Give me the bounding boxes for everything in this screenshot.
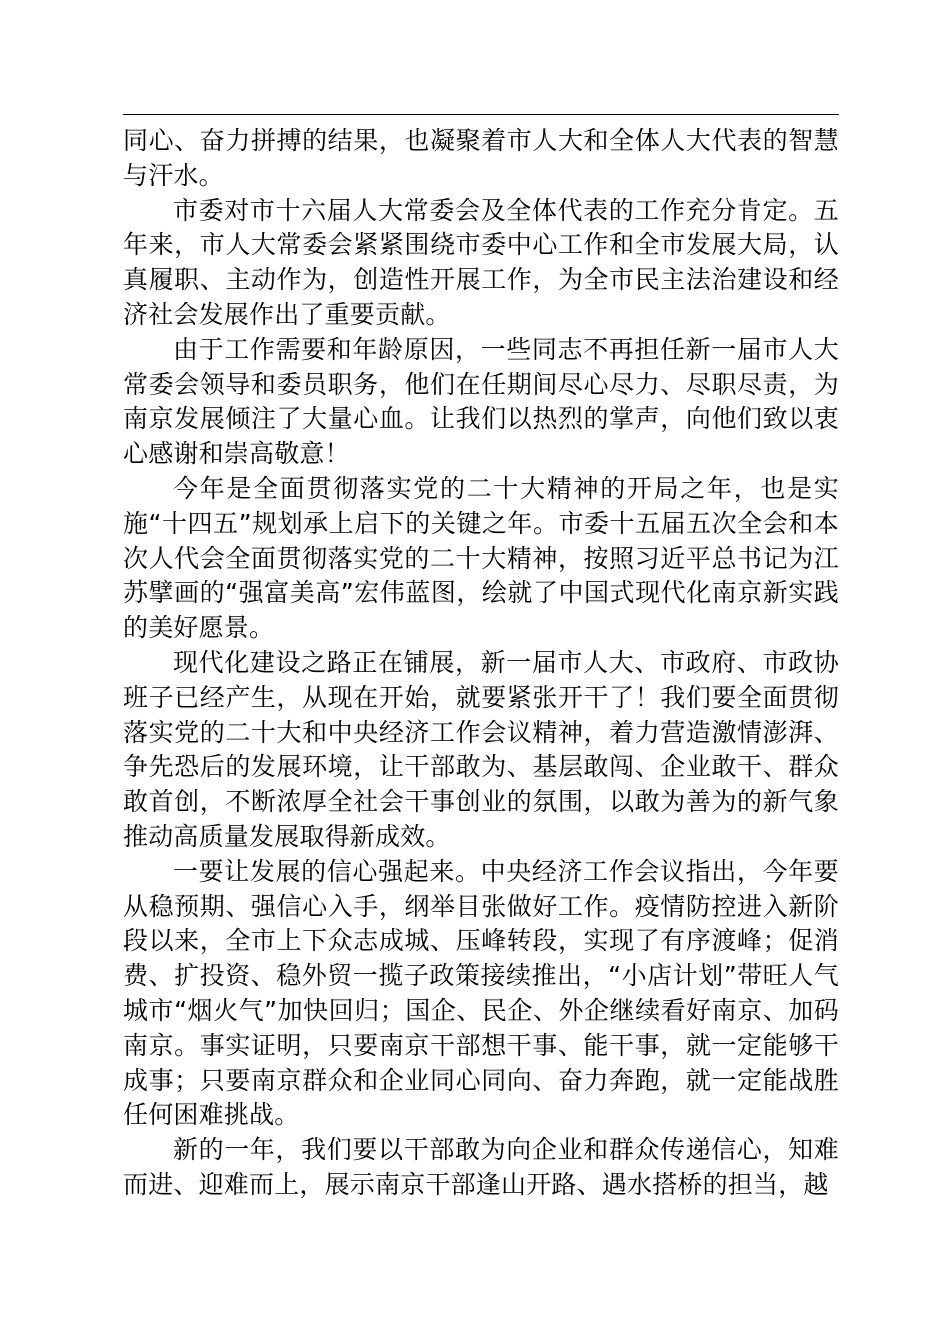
paragraph: 新的一年，我们要以干部敢为向企业和群众传递信心，知难而进、迎难而上，展示南京干部逢山开路、遇水搭桥的担当，越 [123, 1135, 839, 1199]
paragraph: 现代化建设之路正在铺展，新一届市人大、市政府、市政协班子已经产生，从现在开始，就要紧张开干了！我们要全面贯彻落实党的二十大和中央经济工作会议精神，着力营造激情澎湃、争先恐后的发展环境，让干部敢为、基层敢闯、企业敢干、群众敢首创，不断浓厚全社会干事创业的氛围，以敢为善为的新气象推动高质量发展取得新成效。 [123, 647, 839, 851]
paragraph: 由于工作需要和年龄原因，一些同志不再担任新一届市人大常委会领导和委员职务，他们在任期间尽心尽力、尽职尽责，为南京发展倾注了大量心血。让我们以热烈的掌声，向他们致以衷心感谢和崇高敬意！ [123, 334, 839, 469]
paragraph-continuation: 同心、奋力拼搏的结果，也凝聚着市人大和全体人大代表的智慧与汗水。 [123, 126, 839, 190]
body-text [123, 124, 839, 1203]
paragraph: 市委对市十六届人大常委会及全体代表的工作充分肯定。五年来，市人大常委会紧紧围绕市委中心工作和全市发展大局，认真履职、主动作为，创造性开展工作，为全市民主法治建设和经济社会发展作出了重要贡献。 [123, 195, 839, 329]
paragraph: 今年是全面贯彻落实党的二十大精神的开局之年，也是实施“十四五”规划承上启下的关键之年。市委十五届五次全会和本次人代会全面贯彻落实党的二十大精神，按照习近平总书记为江苏擘画的“强富美高”宏伟蓝图，绘就了中国式现代化南京新实践的美好愿景。 [123, 473, 839, 643]
header-rule [123, 114, 839, 115]
paragraph: 一要让发展的信心强起来。中央经济工作会议指出，今年要从稳预期、强信心入手，纲举目张做好工作。疫情防控进入新阶段以来，全市上下众志成城、压峰转段，实现了有序渡峰；促消费、扩投资、稳外贸一揽子政策接续推出，“小店计划”带旺人气城市“烟火气”加快回归；国企、民企、外企继续看好南京、加码南京。事实证明，只要南京干部想干事、能干事，就一定能够干成事；只要南京群众和企业同心同向、奋力奔跑，就一定能战胜任何困难挑战。 [123, 856, 839, 1130]
